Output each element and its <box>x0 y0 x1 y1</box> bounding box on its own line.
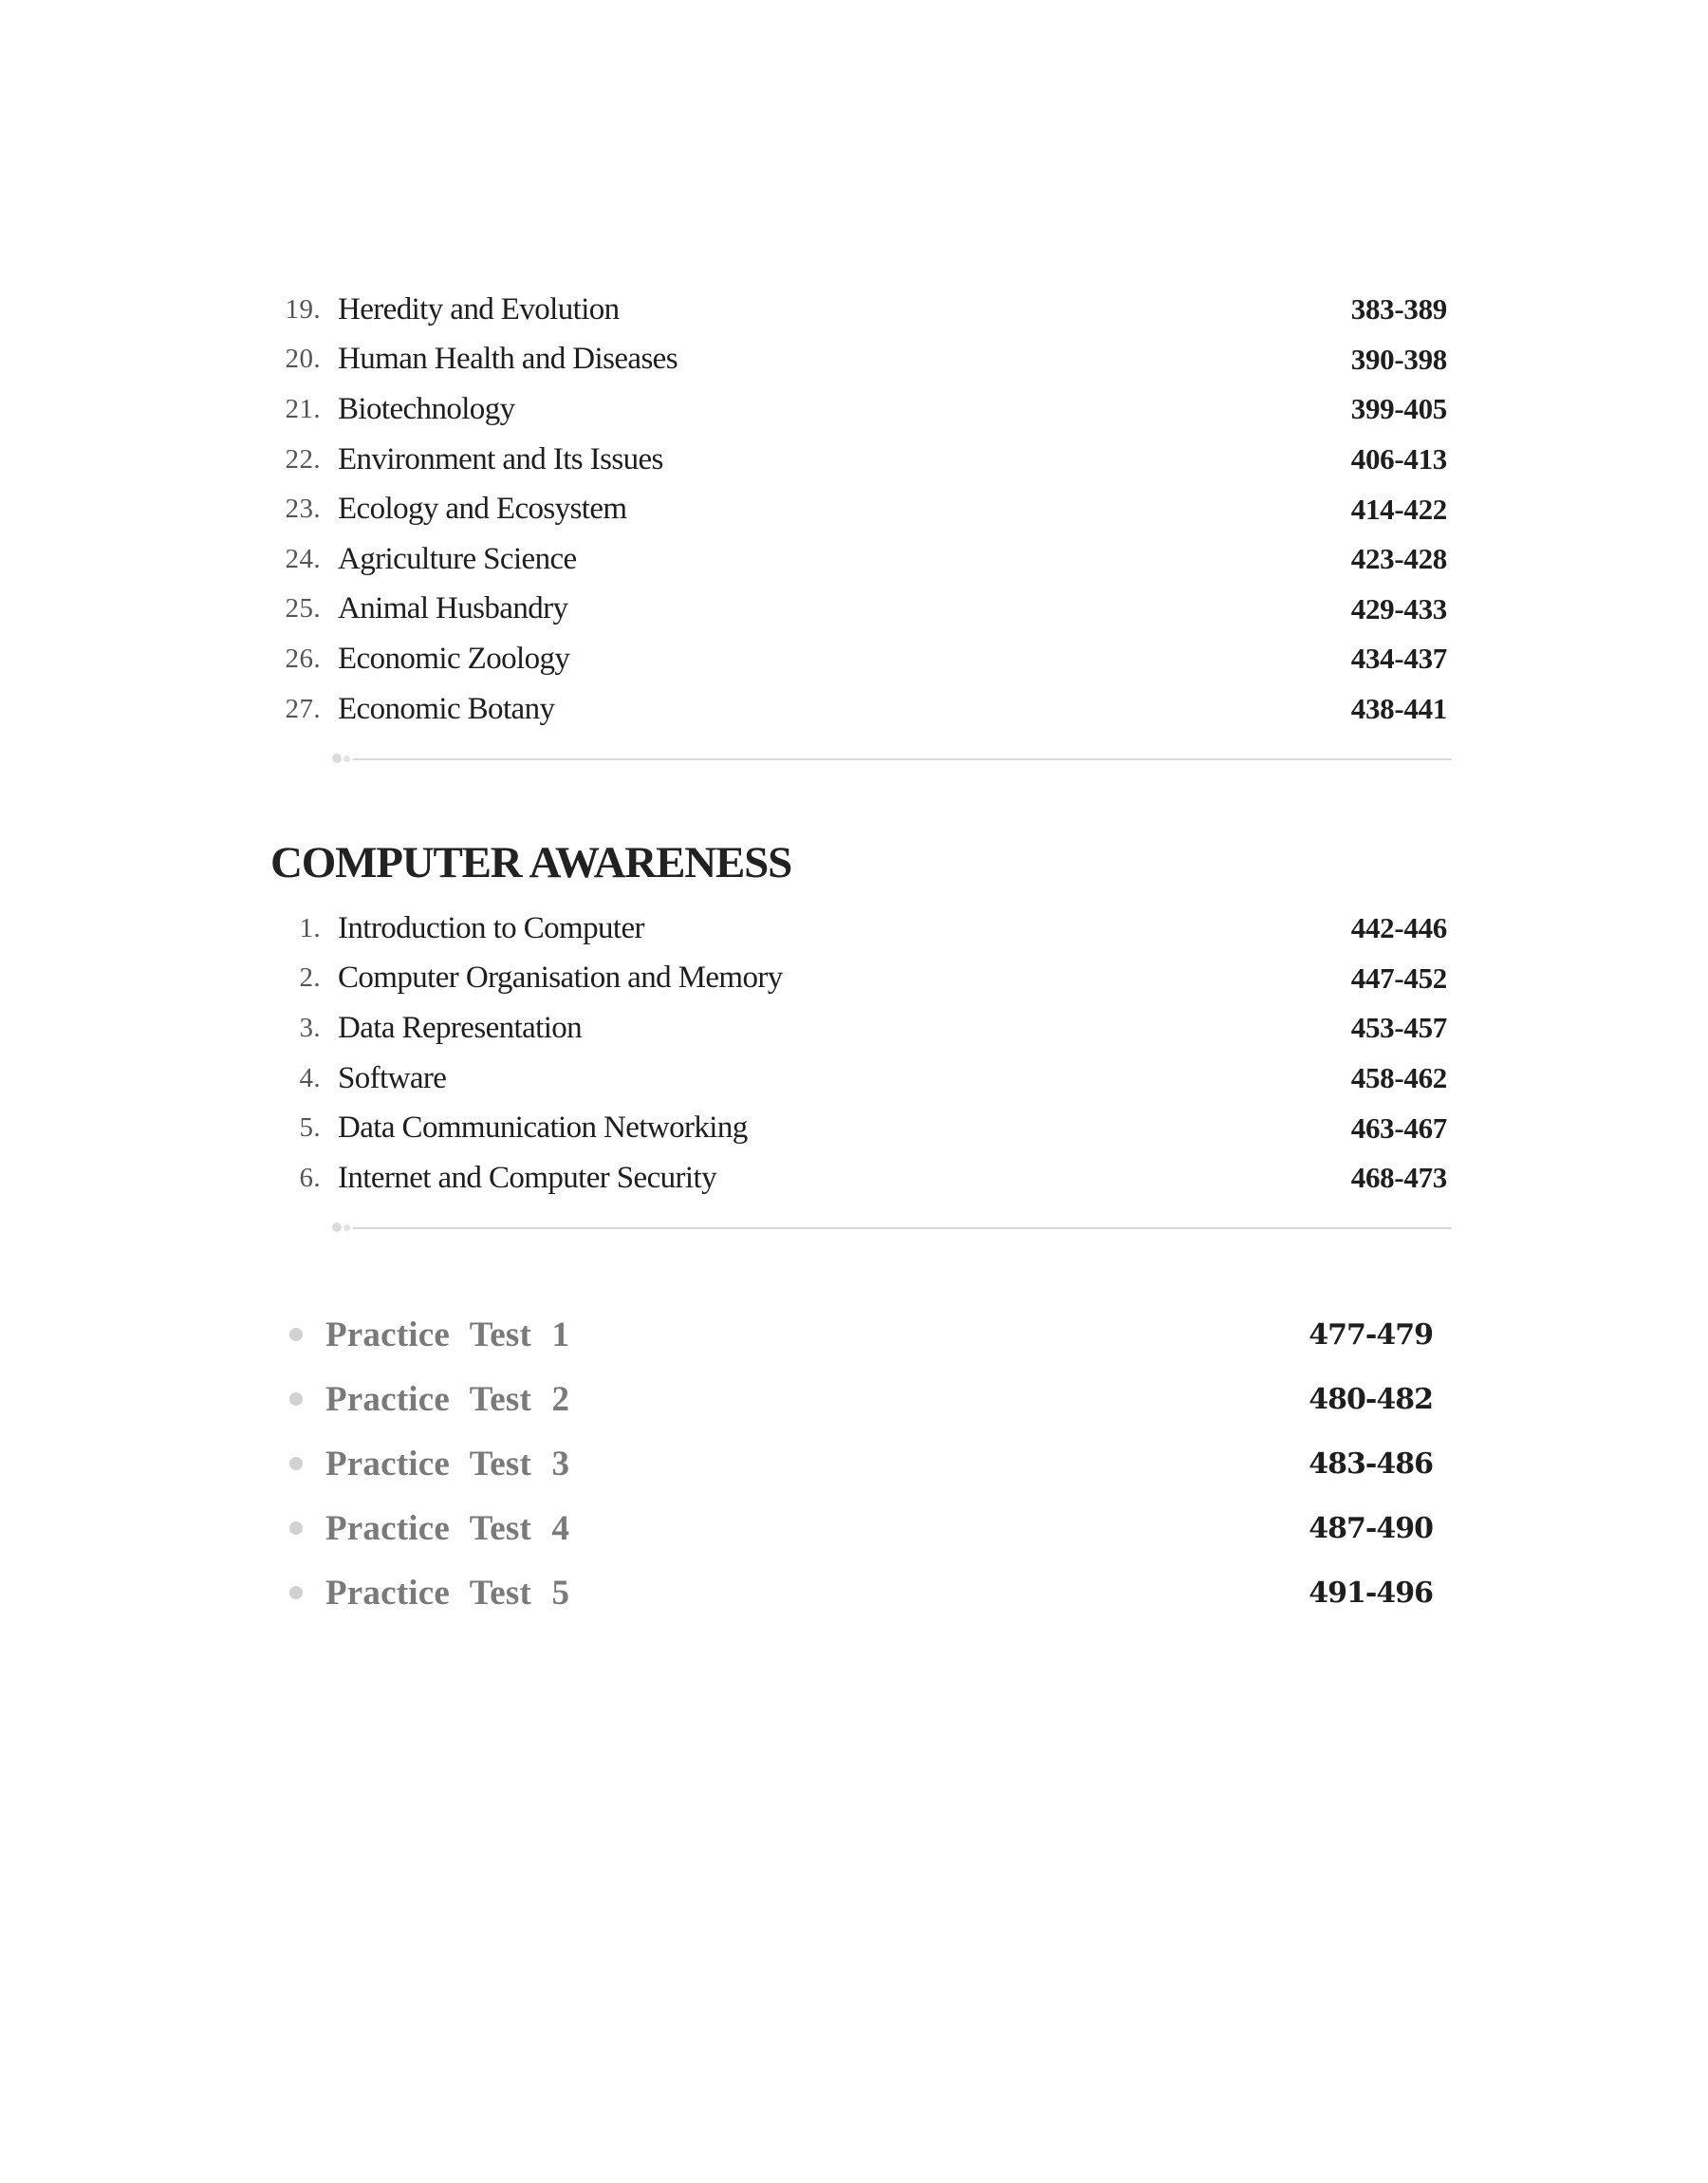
chapter-title: Computer Organisation and Memory <box>338 961 783 996</box>
chapter-number: 24. <box>285 543 321 574</box>
chapter-number: 23. <box>285 494 321 525</box>
toc-entry[interactable] <box>275 954 1447 1004</box>
chapter-pages: 414-422 <box>1350 492 1447 526</box>
practice-test-entry[interactable] <box>289 1496 1433 1560</box>
chapter-title: Biotechnology <box>338 391 515 426</box>
bullet-icon <box>289 1328 303 1341</box>
chapter-title: Economic Zoology <box>338 641 570 676</box>
chapter-pages: 447-452 <box>1350 961 1447 995</box>
practice-test-entry[interactable] <box>289 1560 1433 1625</box>
toc-entry[interactable] <box>275 1153 1447 1203</box>
practice-test-label: Practice Test 1 <box>325 1315 570 1354</box>
practice-test-pages: 491-496 <box>1309 1576 1433 1610</box>
toc-entry[interactable] <box>275 1054 1447 1104</box>
chapter-pages: 429-433 <box>1350 591 1447 625</box>
chapter-pages: 458-462 <box>1350 1061 1447 1095</box>
chapter-pages: 453-457 <box>1350 1011 1447 1045</box>
bullet-icon <box>289 1586 303 1599</box>
toc-entry[interactable] <box>275 285 1447 335</box>
practice-test-entry[interactable] <box>289 1302 1433 1367</box>
toc-entry[interactable] <box>275 1103 1447 1153</box>
practice-test-entry[interactable] <box>289 1431 1433 1496</box>
chapter-number: 27. <box>285 693 321 724</box>
biology-chapter-list <box>275 285 1447 734</box>
bullet-icon <box>289 1392 303 1406</box>
section-divider <box>332 1220 1452 1233</box>
chapter-number: 2. <box>299 962 321 994</box>
toc-entry[interactable] <box>275 904 1447 954</box>
chapter-pages: 406-413 <box>1350 442 1447 476</box>
bullet-icon <box>289 1457 303 1470</box>
chapter-number: 1. <box>299 912 321 943</box>
practice-test-list <box>289 1302 1433 1625</box>
chapter-number: 20. <box>285 344 321 375</box>
toc-entry[interactable] <box>275 634 1447 684</box>
toc-entry[interactable] <box>275 435 1447 485</box>
chapter-pages: 463-467 <box>1350 1110 1447 1145</box>
chapter-title: Environment and Its Issues <box>338 441 663 476</box>
chapter-title: Animal Husbandry <box>338 591 568 626</box>
chapter-title: Ecology and Ecosystem <box>338 492 627 527</box>
chapter-pages: 438-441 <box>1350 692 1447 726</box>
practice-test-pages: 480-482 <box>1309 1382 1433 1416</box>
chapter-title: Data Representation <box>338 1010 583 1045</box>
toc-entry[interactable] <box>275 335 1447 385</box>
chapter-pages: 399-405 <box>1350 392 1447 426</box>
practice-test-entry[interactable] <box>289 1367 1433 1431</box>
chapter-pages: 442-446 <box>1350 911 1447 945</box>
chapter-pages: 383-389 <box>1350 292 1447 327</box>
practice-test-label: Practice Test 4 <box>325 1508 570 1548</box>
practice-test-pages: 487-490 <box>1309 1511 1433 1545</box>
chapter-number: 4. <box>299 1062 321 1093</box>
toc-entry[interactable] <box>275 1003 1447 1054</box>
chapter-title: Internet and Computer Security <box>338 1160 716 1195</box>
chapter-title: Human Health and Diseases <box>338 342 678 377</box>
chapter-number: 22. <box>285 443 321 475</box>
chapter-pages: 390-398 <box>1350 342 1447 376</box>
computer-chapter-list <box>275 904 1447 1203</box>
practice-test-pages: 477-479 <box>1309 1317 1433 1352</box>
chapter-number: 26. <box>285 643 321 674</box>
chapter-title: Economic Botany <box>338 691 555 726</box>
toc-entry[interactable] <box>275 534 1447 585</box>
chapter-pages: 423-428 <box>1350 542 1447 576</box>
chapter-title: Data Communication Networking <box>338 1110 748 1146</box>
chapter-number: 5. <box>299 1112 321 1144</box>
practice-test-label: Practice Test 2 <box>325 1379 570 1419</box>
practice-test-label: Practice Test 3 <box>325 1444 570 1483</box>
practice-test-label: Practice Test 5 <box>325 1573 570 1613</box>
chapter-pages: 468-473 <box>1350 1161 1447 1195</box>
bullet-icon <box>289 1521 303 1535</box>
practice-test-pages: 483-486 <box>1309 1446 1433 1481</box>
chapter-number: 21. <box>285 393 321 424</box>
toc-entry[interactable] <box>275 684 1447 735</box>
chapter-number: 3. <box>299 1012 321 1043</box>
toc-entry[interactable] <box>275 384 1447 435</box>
chapter-title: Agriculture Science <box>338 541 577 576</box>
chapter-number: 6. <box>299 1162 321 1193</box>
toc-entry[interactable] <box>275 484 1447 534</box>
toc-entry[interactable] <box>275 585 1447 635</box>
chapter-number: 19. <box>285 293 321 325</box>
chapter-title: Heredity and Evolution <box>338 291 620 327</box>
chapter-pages: 434-437 <box>1350 642 1447 676</box>
section-divider <box>332 751 1452 764</box>
chapter-number: 25. <box>285 593 321 625</box>
section-heading: COMPUTER AWARENESS <box>270 838 792 887</box>
chapter-title: Introduction to Computer <box>338 910 644 945</box>
chapter-title: Software <box>338 1060 447 1095</box>
